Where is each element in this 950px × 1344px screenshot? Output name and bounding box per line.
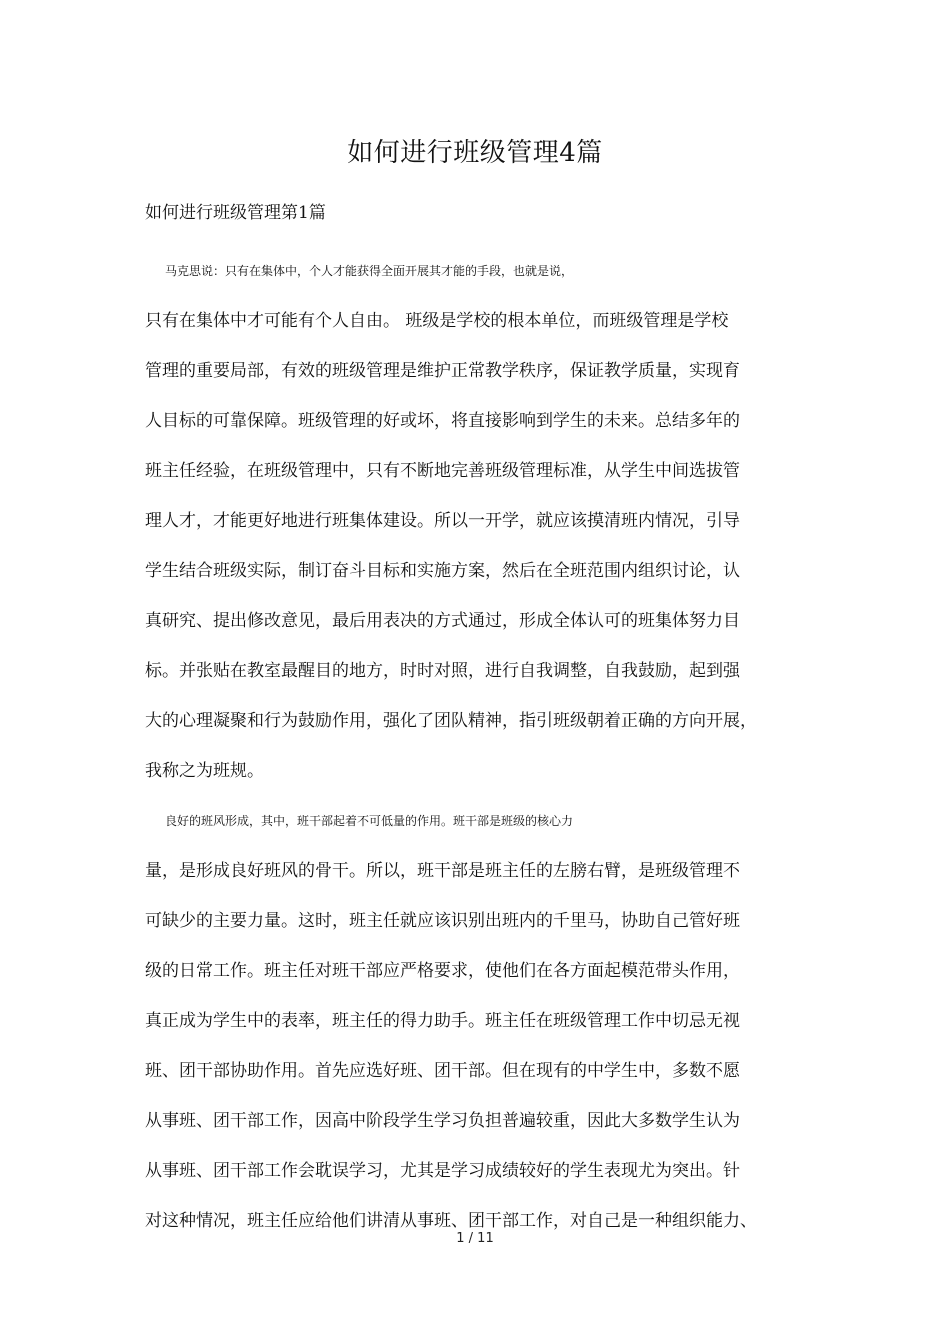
text-line: 可缺少的主要力量。这时，班主任就应该识别出班内的千里马，协助自己管好班 <box>145 911 740 931</box>
page-title: 如何进行班级管理4篇 <box>347 138 603 168</box>
text-line: 良好的班风形成，其中，班干部起着不可低量的作用。班干部是班级的核心力 <box>165 814 574 828</box>
text-line: 大的心理凝聚和行为鼓励作用，强化了团队精神，指引班级朝着正确的方向开展， <box>145 711 757 731</box>
text-line: 从事班、团干部工作会耽误学习，尤其是学习成绩较好的学生表现尤为突出。针 <box>145 1161 740 1181</box>
page-number: 1 / 11 <box>456 1231 494 1246</box>
body-text <box>145 246 807 1246</box>
text-line: 管理的重要局部，有效的班级管理是维护正常教学秩序，保证教学质量，实现育 <box>145 361 740 381</box>
paragraph-1 <box>145 246 807 796</box>
text-line: 马克思说：只有在集体中，个人才能获得全面开展其才能的手段，也就是说， <box>165 264 574 278</box>
text-line: 只有在集体中才可能有个人自由。 班级是学校的根本单位，而班级管理是学校 <box>145 311 729 331</box>
text-line: 从事班、团干部工作，因高中阶段学生学习负担普遍较重，因此大多数学生认为 <box>145 1111 740 1131</box>
text-line: 班主任经验，在班级管理中，只有不断地完善班级管理标准，从学生中间选拔管 <box>145 461 740 481</box>
text-line: 对这种情况，班主任应给他们讲清从事班、团干部工作，对自己是一种组织能力、 <box>145 1211 757 1231</box>
text-line: 理人才，才能更好地进行班集体建设。所以一开学，就应该摸清班内情况，引导 <box>145 511 740 531</box>
paragraph-2 <box>145 796 807 1246</box>
text-line: 真正成为学生中的表率，班主任的得力助手。班主任在班级管理工作中切忌无视 <box>145 1011 740 1031</box>
text-line: 我称之为班规。 <box>145 761 264 781</box>
text-line: 班、团干部协助作用。首先应选好班、团干部。但在现有的中学生中，多数不愿 <box>145 1061 740 1081</box>
text-line: 学生结合班级实际，制订奋斗目标和实施方案，然后在全班范围内组织讨论，认 <box>145 561 740 581</box>
text-line: 级的日常工作。班主任对班干部应严格要求，使他们在各方面起模范带头作用， <box>145 961 740 981</box>
text-line: 真研究、提出修改意见，最后用表决的方式通过，形成全体认可的班集体努力目 <box>145 611 740 631</box>
text-line: 人目标的可靠保障。班级管理的好或坏，将直接影响到学生的未来。总结多年的 <box>145 411 740 431</box>
text-line: 标。并张贴在教室最醒目的地方，时时对照，进行自我调整，自我鼓励，起到强 <box>145 661 740 681</box>
text-line: 量，是形成良好班风的骨干。所以，班干部是班主任的左膀右臂，是班级管理不 <box>145 861 740 881</box>
section-heading: 如何进行班级管理第1篇 <box>145 203 326 223</box>
